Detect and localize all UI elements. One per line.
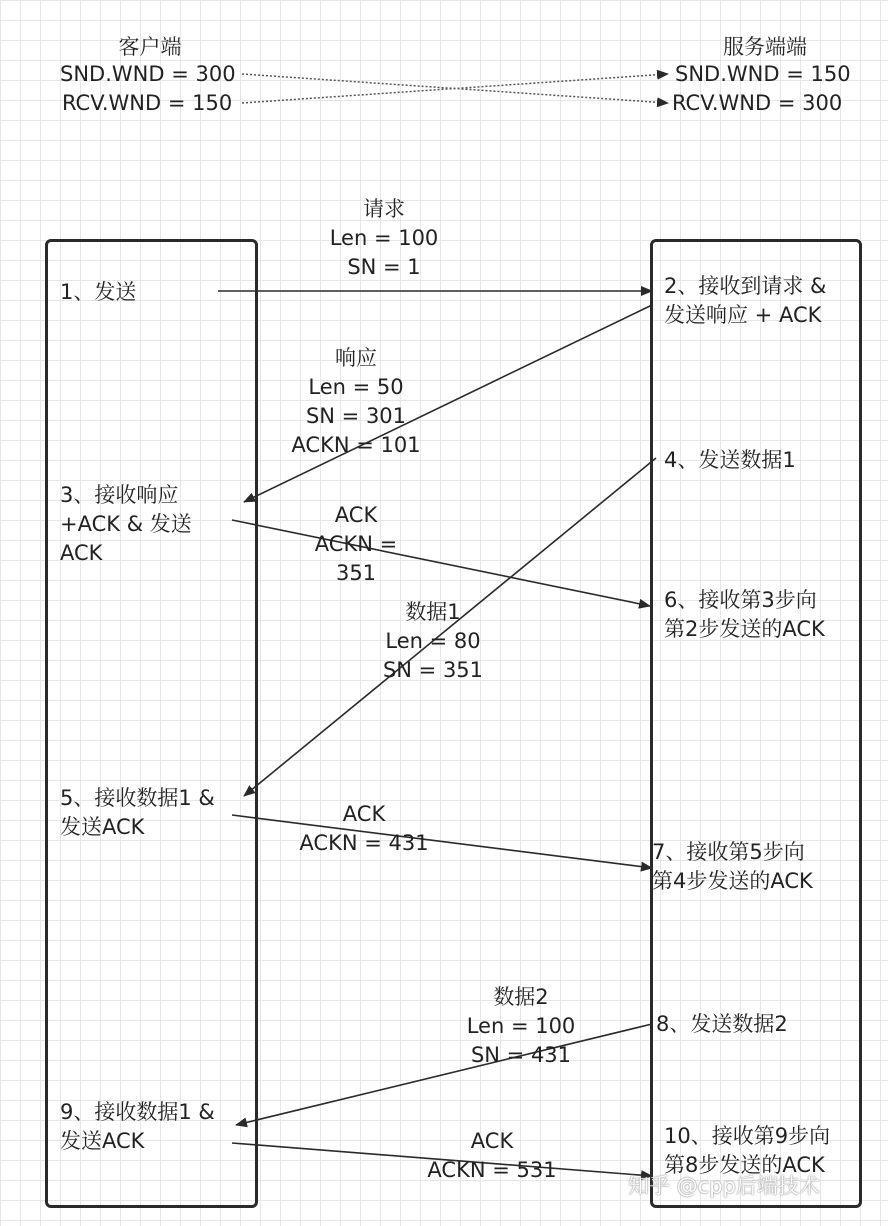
watermark: 知乎 @cpp后端技术 xyxy=(628,1174,820,1198)
server-step-7: 7、接收第5步向 第4步发送的ACK xyxy=(652,840,813,893)
server-rcv-wnd: RCV.WND = 300 xyxy=(672,91,843,115)
label-response: 响应 Len = 50 SN = 301 ACKN = 101 xyxy=(291,346,421,457)
server-step-2: 2、接收到请求 & 发送响应 + ACK xyxy=(664,274,827,327)
client-step-5: 5、接收数据1 & 发送ACK xyxy=(60,786,215,839)
server-title: 服务端端 xyxy=(723,35,807,59)
server-snd-wnd: SND.WND = 150 xyxy=(675,62,851,86)
client-box xyxy=(45,239,258,1208)
client-step-9: 9、接收数据1 & 发送ACK xyxy=(60,1100,215,1153)
server-step-8: 8、发送数据2 xyxy=(656,1012,788,1036)
client-step-3: 3、接收响应 +ACK & 发送 ACK xyxy=(60,483,192,565)
client-step-1: 1、发送 xyxy=(60,280,137,304)
server-step-10: 10、接收第9步向 第8步发送的ACK xyxy=(664,1124,831,1177)
server-step-6: 6、接收第3步向 第2步发送的ACK xyxy=(664,588,825,641)
client-snd-wnd: SND.WND = 300 xyxy=(60,62,236,86)
client-rcv-wnd: RCV.WND = 150 xyxy=(62,91,233,115)
label-data1: 数据1 Len = 80 SN = 351 xyxy=(382,600,484,682)
label-request: 请求 Len = 100 SN = 1 xyxy=(329,197,439,279)
server-box xyxy=(650,239,862,1208)
label-ack3: ACK ACKN = 531 xyxy=(427,1129,557,1182)
label-ack2: ACK ACKN = 431 xyxy=(299,802,429,855)
label-data2: 数据2 Len = 100 SN = 431 xyxy=(466,985,576,1067)
server-step-4: 4、发送数据1 xyxy=(664,448,796,472)
client-title: 客户端 xyxy=(118,35,182,59)
label-ack1: ACK ACKN = 351 xyxy=(314,503,398,585)
